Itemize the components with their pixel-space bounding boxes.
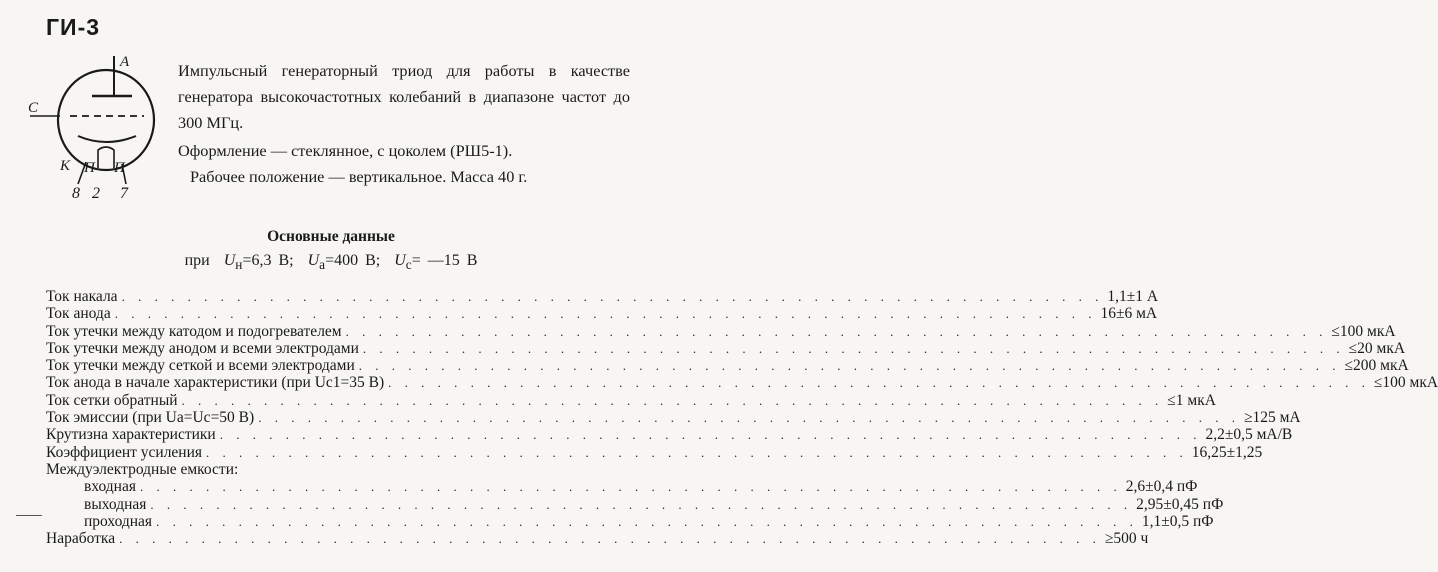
param-row: Ток эмиссии (при Ua=Uc=50 В) . . . . . . . . . . . . . . . . . . . . . . . . . . . . . . . . . . . . . . . . . . . . . . . . . . . . . . . . . . . . ≥125 мА — [46, 409, 1301, 427]
pin-number-8: 8 — [72, 185, 80, 202]
conditions-prefix: при — [184, 252, 210, 269]
leader-dots: . . . . . . . . . . . . . . . . . . . . . . . . . . . . . . . . . . . . . . . . . . . . . . . . . . . . . . . . . . . . — [121, 289, 1104, 304]
param-row: Ток сетки обратный . . . . . . . . . . . . . . . . . . . . . . . . . . . . . . . . . . . . . . . . . . . . . . . . . . . . . . . . . . . . ≤1 мкА — [46, 391, 1216, 409]
param-row: Ток анода . . . . . . . . . . . . . . . . . . . . . . . . . . . . . . . . . . . . . . . . . . . . . . . . . . . . . . . . . . . . 16±6 мА — [46, 305, 1158, 323]
leader-dots: . . . . . . . . . . . . . . . . . . . . . . . . . . . . . . . . . . . . . . . . . . . . . . . . . . . . . . . . . . . . — [219, 427, 1202, 443]
section-title: Основные данные — [267, 228, 395, 245]
capacitance-row: входная . . . . . . . . . . . . . . . . . . . . . . . . . . . . . . . . . . . . . . . . . . . . . . . . . . . . . . . . . . . . 2,6±0,4 пФ — [84, 478, 1198, 496]
leader-dots: . . . . . . . . . . . . . . . . . . . . . . . . . . . . . . . . . . . . . . . . . . . . . . . . . . . . . . . . . . . . — [388, 375, 1370, 391]
description-text: Импульсный генераторный триод для работы в качестве генератора высокочастотных колебаний в диапазоне частот до 300 МГц. — [178, 61, 630, 132]
leader-dots: . . . . . . . . . . . . . . . . . . . . . . . . . . . . . . . . . . . . . . . . . . . . . . . . . . . . . . . . . . . . — [206, 444, 1188, 460]
mount-text: Рабочее положение — вертикальное. Масса 40 г. — [190, 167, 528, 186]
leader-dots: . . . . . . . . . . . . . . . . . . . . . . . . . . . . . . . . . . . . . . . . . . . . . . . . . . . . . . . . . . . . — [150, 496, 1133, 512]
leader-dots: . . . . . . . . . . . . . . . . . . . . . . . . . . . . . . . . . . . . . . . . . . . . . . . . . . . . . . . . . . . . — [139, 479, 1122, 495]
heater-voltage: =6,3 В; — [242, 252, 294, 269]
pin-number-7: 7 — [120, 185, 128, 202]
parameters-table — [46, 288, 1438, 548]
param-row: Крутизна характеристики . . . . . . . . . . . . . . . . . . . . . . . . . . . . . . . . . . . . . . . . . . . . . . . . . . . . . . . . . . . . 2,2±0,5 мА/В — [46, 426, 1293, 444]
leader-dots: . . . . . . . . . . . . . . . . . . . . . . . . . . . . . . . . . . . . . . . . . . . . . . . . . . . . . . . . . . . . — [114, 306, 1097, 322]
grid-voltage: = —15 В — [411, 252, 478, 269]
leader-dots: . . . . . . . . . . . . . . . . . . . . . . . . . . . . . . . . . . . . . . . . . . . . . . . . . . . . . . . . . . . . — [258, 410, 1240, 426]
param-row: Ток утечки между анодом и всеми электродами . . . . . . . . . . . . . . . . . . . . . . . . . . . . . . . . . . . . . . . . . . . . . . . . . . . . . . . . . . . . ≤20 мкА — [46, 339, 1406, 357]
param-row: Ток утечки между сеткой и всеми электродами . . . . . . . . . . . . . . . . . . . . . . . . . . . . . . . . . . . . . . . . . . . . . . . . . . . . . . . . . . . . ≤200 мкА — [46, 357, 1409, 375]
lifetime-row: Наработка . . . . . . . . . . . . . . . . . . . . . . . . . . . . . . . . . . . . . . . . . . . . . . . . . . . . . . . . . . . . ≥500 ч — [46, 530, 1149, 548]
capacitance-row: проходная . . . . . . . . . . . . . . . . . . . . . . . . . . . . . . . . . . . . . . . . . . . . . . . . . . . . . . . . . . . . 1,1±0,5 пФ — [84, 512, 1214, 530]
margin-mark — [16, 515, 42, 516]
pin-number-2: 2 — [92, 185, 100, 202]
leader-dots: . . . . . . . . . . . . . . . . . . . . . . . . . . . . . . . . . . . . . . . . . . . . . . . . . . . . . . . . . . . . — [345, 323, 1328, 339]
anode-voltage: =400 В; — [325, 252, 381, 269]
heater-label-1: П — [84, 160, 95, 176]
heater-label-2: П — [114, 160, 125, 176]
tube-description — [178, 58, 630, 190]
capacitance-row: выходная . . . . . . . . . . . . . . . . . . . . . . . . . . . . . . . . . . . . . . . . . . . . . . . . . . . . . . . . . . . . 2,95±0,45 пФ — [84, 495, 1224, 513]
grid-label: С — [28, 100, 39, 116]
tube-title: ГИ-3 — [46, 14, 101, 40]
leader-dots: . . . . . . . . . . . . . . . . . . . . . . . . . . . . . . . . . . . . . . . . . . . . . . . . . . . . . . . . . . . . — [362, 340, 1345, 356]
param-row: Коэффициент усиления . . . . . . . . . . . . . . . . . . . . . . . . . . . . . . . . . . . . . . . . . . . . . . . . . . . . . . . . . . . . 16,25±1,25 — [46, 443, 1263, 461]
leader-dots: . . . . . . . . . . . . . . . . . . . . . . . . . . . . . . . . . . . . . . . . . . . . . . . . . . . . . . . . . . . . — [119, 531, 1101, 547]
leader-dots: . . . . . . . . . . . . . . . . . . . . . . . . . . . . . . . . . . . . . . . . . . . . . . . . . . . . . . . . . . . . — [181, 392, 1164, 408]
param-row: Ток анода в начале характеристики (при Uc1=35 В) . . . . . . . . . . . . . . . . . . . . . . . . . . . . . . . . . . . . . . . . . . . . . . . . . . . . . . . . . . . . ≤100 мкА — [46, 374, 1438, 392]
form-text: Оформление — стеклянное, с цоколем (РШ5-1). — [178, 141, 513, 160]
anode-label: А — [120, 54, 130, 70]
leader-dots: . . . . . . . . . . . . . . . . . . . . . . . . . . . . . . . . . . . . . . . . . . . . . . . . . . . . . . . . . . . . — [358, 358, 1341, 374]
operating-conditions: при $U_н=6,3$ В; $U_а=400$ В; $U_с=$ —15 В — [184, 252, 478, 273]
capacitance-heading: Междуэлектродные емкости: — [46, 460, 239, 478]
param-row: Ток накала . . . . . . . . . . . . . . . . . . . . . . . . . . . . . . . . . . . . . . . . . . . . . . . . . . . . . . . . . . . . 1,1±1 А — [46, 288, 1159, 305]
cathode-label: К — [60, 158, 70, 174]
leader-dots: . . . . . . . . . . . . . . . . . . . . . . . . . . . . . . . . . . . . . . . . . . . . . . . . . . . . . . . . . . . . — [156, 513, 1138, 529]
param-row: Ток утечки между катодом и подогревателем . . . . . . . . . . . . . . . . . . . . . . . . . . . . . . . . . . . . . . . . . . . . . . . . . . . . . . . . . . . . ≤100 мкА — [46, 322, 1396, 340]
triode-symbol-icon — [26, 52, 166, 202]
